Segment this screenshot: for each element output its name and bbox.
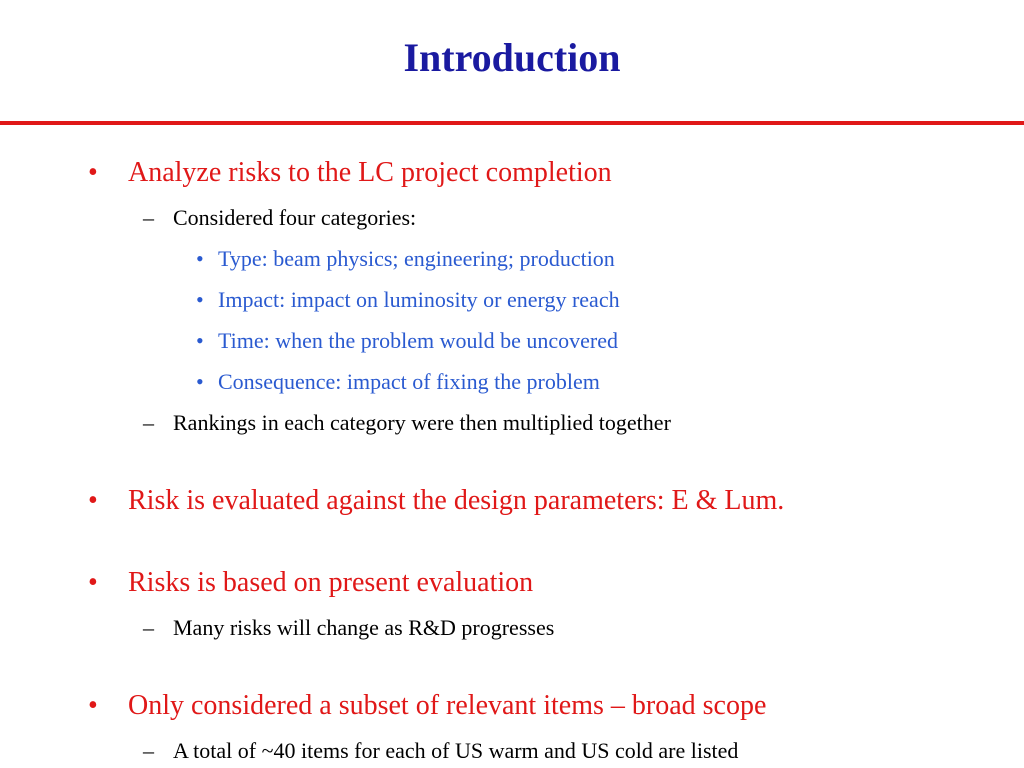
bullet-marker: • xyxy=(196,287,204,312)
bullet-2 xyxy=(88,484,785,518)
bullet-3 xyxy=(88,566,534,600)
title-divider xyxy=(0,121,1024,125)
bullet-1-sub-2-text: Rankings in each category were then multiplied together xyxy=(173,410,671,435)
category-consequence xyxy=(196,368,600,396)
bullet-3-sub-1 xyxy=(143,614,555,642)
dash-marker: – xyxy=(143,205,154,230)
bullet-marker: • xyxy=(88,157,98,188)
bullet-marker: • xyxy=(88,485,98,516)
bullet-marker: • xyxy=(88,690,98,721)
bullet-marker: • xyxy=(196,328,204,353)
category-impact-text: Impact: impact on luminosity or energy reach xyxy=(218,287,620,312)
category-time xyxy=(196,327,618,355)
bullet-1-sub-2 xyxy=(143,409,671,437)
bullet-3-sub-1-text: Many risks will change as R&D progresses xyxy=(173,615,555,640)
category-impact xyxy=(196,286,620,314)
category-type-text: Type: beam physics; engineering; production xyxy=(218,246,615,271)
bullet-marker: • xyxy=(196,369,204,394)
bullet-3-text: Risks is based on present evaluation xyxy=(128,567,534,598)
category-consequence-text: Consequence: impact of fixing the problem xyxy=(218,369,600,394)
bullet-marker: • xyxy=(88,567,98,598)
bullet-1 xyxy=(88,156,612,190)
slide-title: Introduction xyxy=(403,35,621,80)
category-type xyxy=(196,245,615,273)
bullet-4 xyxy=(88,689,767,723)
category-time-text: Time: when the problem would be uncovered xyxy=(218,328,618,353)
bullet-4-text: Only considered a subset of relevant items – broad scope xyxy=(128,690,767,721)
bullet-1-sub-1-text: Considered four categories: xyxy=(173,205,417,230)
dash-marker: – xyxy=(143,615,154,640)
dash-marker: – xyxy=(143,738,154,763)
bullet-1-text: Analyze risks to the LC project completion xyxy=(128,157,612,188)
bullet-4-sub-1-text: A total of ~40 items for each of US warm and US cold are listed xyxy=(173,738,739,763)
bullet-marker: • xyxy=(196,246,204,271)
bullet-2-text: Risk is evaluated against the design parameters: E & Lum. xyxy=(128,485,785,516)
bullet-1-sub-1 xyxy=(143,204,417,232)
bullet-4-sub-1 xyxy=(143,737,739,765)
dash-marker: – xyxy=(143,410,154,435)
